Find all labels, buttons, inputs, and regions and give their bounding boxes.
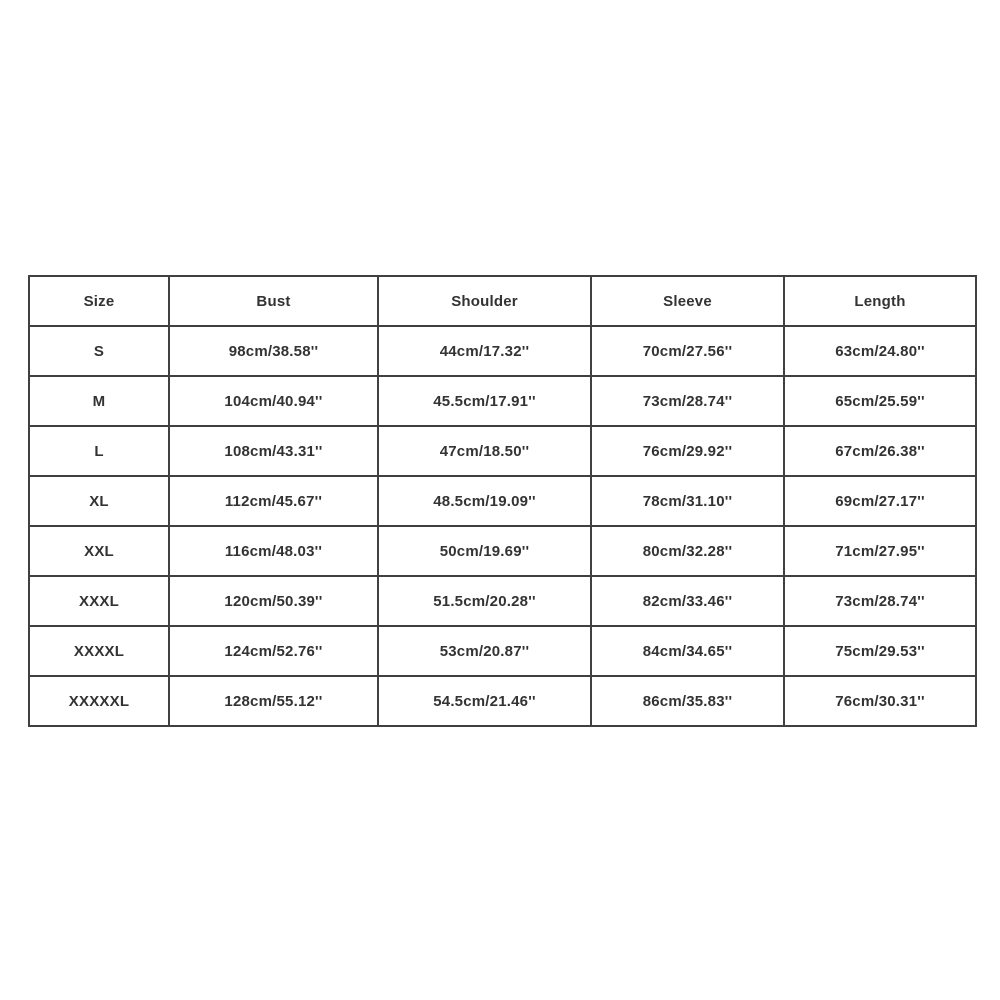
table-row: [29, 676, 976, 726]
measurement-cell: 82cm/33.46'': [591, 576, 784, 626]
measurement-cell: 76cm/29.92'': [591, 426, 784, 476]
measurement-cell: 65cm/25.59'': [784, 376, 976, 426]
measurement-cell: 63cm/24.80'': [784, 326, 976, 376]
size-chart: [28, 275, 975, 727]
table-row: [29, 626, 976, 676]
measurement-cell: 124cm/52.76'': [169, 626, 378, 676]
measurement-cell: 73cm/28.74'': [784, 576, 976, 626]
measurement-cell: 84cm/34.65'': [591, 626, 784, 676]
table-row: [29, 326, 976, 376]
header-row: [29, 276, 976, 326]
size-chart-header: [29, 276, 976, 326]
size-cell: XXXL: [29, 576, 169, 626]
measurement-cell: 70cm/27.56'': [591, 326, 784, 376]
size-cell: M: [29, 376, 169, 426]
table-row: [29, 376, 976, 426]
measurement-cell: 108cm/43.31'': [169, 426, 378, 476]
table-row: [29, 576, 976, 626]
size-chart-table: [28, 275, 977, 727]
measurement-cell: 47cm/18.50'': [378, 426, 591, 476]
measurement-cell: 78cm/31.10'': [591, 476, 784, 526]
measurement-cell: 45.5cm/17.91'': [378, 376, 591, 426]
size-cell: XXXXL: [29, 626, 169, 676]
measurement-cell: 48.5cm/19.09'': [378, 476, 591, 526]
measurement-cell: 98cm/38.58'': [169, 326, 378, 376]
column-header-bust: Bust: [169, 276, 378, 326]
column-header-length: Length: [784, 276, 976, 326]
measurement-cell: 44cm/17.32'': [378, 326, 591, 376]
measurement-cell: 71cm/27.95'': [784, 526, 976, 576]
size-cell: L: [29, 426, 169, 476]
table-row: [29, 526, 976, 576]
measurement-cell: 53cm/20.87'': [378, 626, 591, 676]
size-cell: S: [29, 326, 169, 376]
measurement-cell: 69cm/27.17'': [784, 476, 976, 526]
table-row: [29, 476, 976, 526]
size-cell: XL: [29, 476, 169, 526]
size-chart-body: [29, 326, 976, 726]
measurement-cell: 80cm/32.28'': [591, 526, 784, 576]
measurement-cell: 75cm/29.53'': [784, 626, 976, 676]
size-cell: XXL: [29, 526, 169, 576]
measurement-cell: 50cm/19.69'': [378, 526, 591, 576]
measurement-cell: 128cm/55.12'': [169, 676, 378, 726]
column-header-shoulder: Shoulder: [378, 276, 591, 326]
measurement-cell: 86cm/35.83'': [591, 676, 784, 726]
size-cell: XXXXXL: [29, 676, 169, 726]
measurement-cell: 76cm/30.31'': [784, 676, 976, 726]
measurement-cell: 73cm/28.74'': [591, 376, 784, 426]
measurement-cell: 112cm/45.67'': [169, 476, 378, 526]
measurement-cell: 51.5cm/20.28'': [378, 576, 591, 626]
measurement-cell: 120cm/50.39'': [169, 576, 378, 626]
measurement-cell: 54.5cm/21.46'': [378, 676, 591, 726]
measurement-cell: 67cm/26.38'': [784, 426, 976, 476]
measurement-cell: 104cm/40.94'': [169, 376, 378, 426]
table-row: [29, 426, 976, 476]
column-header-sleeve: Sleeve: [591, 276, 784, 326]
column-header-size: Size: [29, 276, 169, 326]
measurement-cell: 116cm/48.03'': [169, 526, 378, 576]
